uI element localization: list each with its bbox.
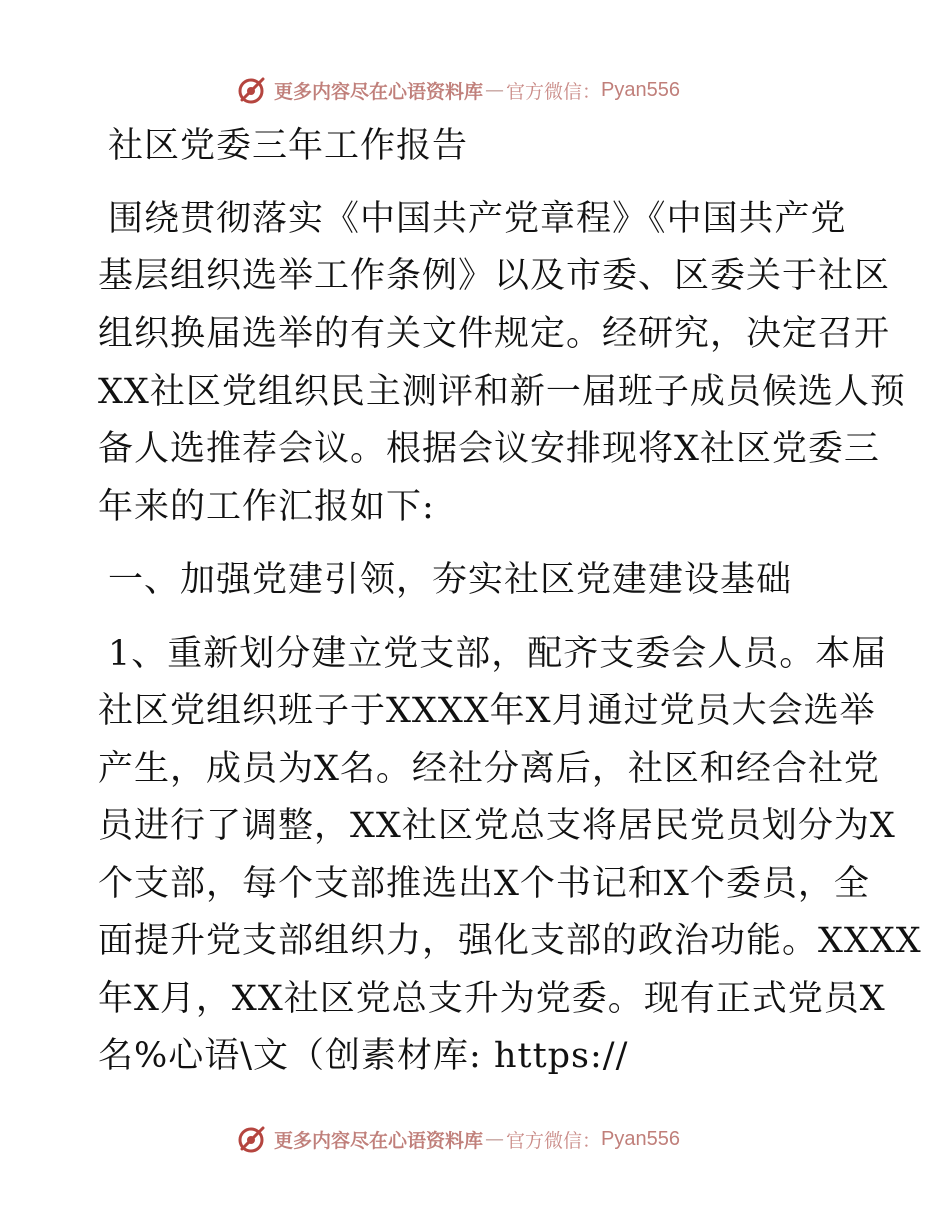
footer-watermark	[236, 1122, 680, 1156]
paragraph-line: 名%心语\文（创素材库: https://	[98, 1036, 629, 1076]
watermark-id: Pyan556	[601, 78, 680, 101]
paragraph-line: 年来的工作汇报如下:	[98, 487, 435, 527]
watermark-official: 官方微信：	[506, 1129, 602, 1152]
paragraph-line: 组织换届选举的有关文件规定。经研究，决定召开	[98, 314, 891, 354]
paragraph-line: 员进行了调整，XX社区党总支将居民党员划分为X	[98, 806, 896, 846]
header-watermark	[236, 73, 680, 107]
watermark-id: Pyan556	[601, 1127, 680, 1150]
paragraph-line: 社区党组织班子于XXXX年X月通过党员大会选举	[98, 691, 876, 731]
paragraph-line: 面提升党支部组织力，强化支部的政治功能。XXXX	[98, 921, 922, 961]
paragraph-line: 个支部，每个支部推选出X个书记和X个委员，全	[98, 864, 870, 904]
paragraph-line: 1、重新划分建立党支部，配齐支委会人员。本届	[108, 634, 888, 674]
watermark-separator: —	[485, 1128, 505, 1150]
paragraph-line: 产生，成员为X名。经社分离后，社区和经合社党	[98, 749, 880, 789]
watermark-separator: —	[485, 79, 505, 101]
watermark-text: 更多内容尽在心语资料库	[274, 1129, 484, 1152]
paragraph-line: 围绕贯彻落实《中国共产党章程》《中国共产党	[108, 199, 847, 239]
watermark-official: 官方微信：	[506, 80, 602, 103]
watermark-text: 更多内容尽在心语资料库	[274, 80, 484, 103]
paragraph-line: XX社区党组织民主测评和新一届班子成员候选人预	[98, 372, 906, 412]
brush-circle-icon	[236, 74, 268, 106]
paragraph-line: 年X月，XX社区党总支升为党委。现有正式党员X	[98, 979, 886, 1019]
paragraph-line: 备人选推荐会议。根据会议安排现将X社区党委三	[98, 429, 880, 469]
brush-circle-icon	[236, 1123, 268, 1155]
paragraph-line: 基层组织选举工作条例》以及市委、区委关于社区	[98, 256, 891, 296]
section-heading: 一、加强党建引领，夯实社区党建建设基础	[108, 560, 793, 600]
document-title: 社区党委三年工作报告	[108, 126, 469, 166]
